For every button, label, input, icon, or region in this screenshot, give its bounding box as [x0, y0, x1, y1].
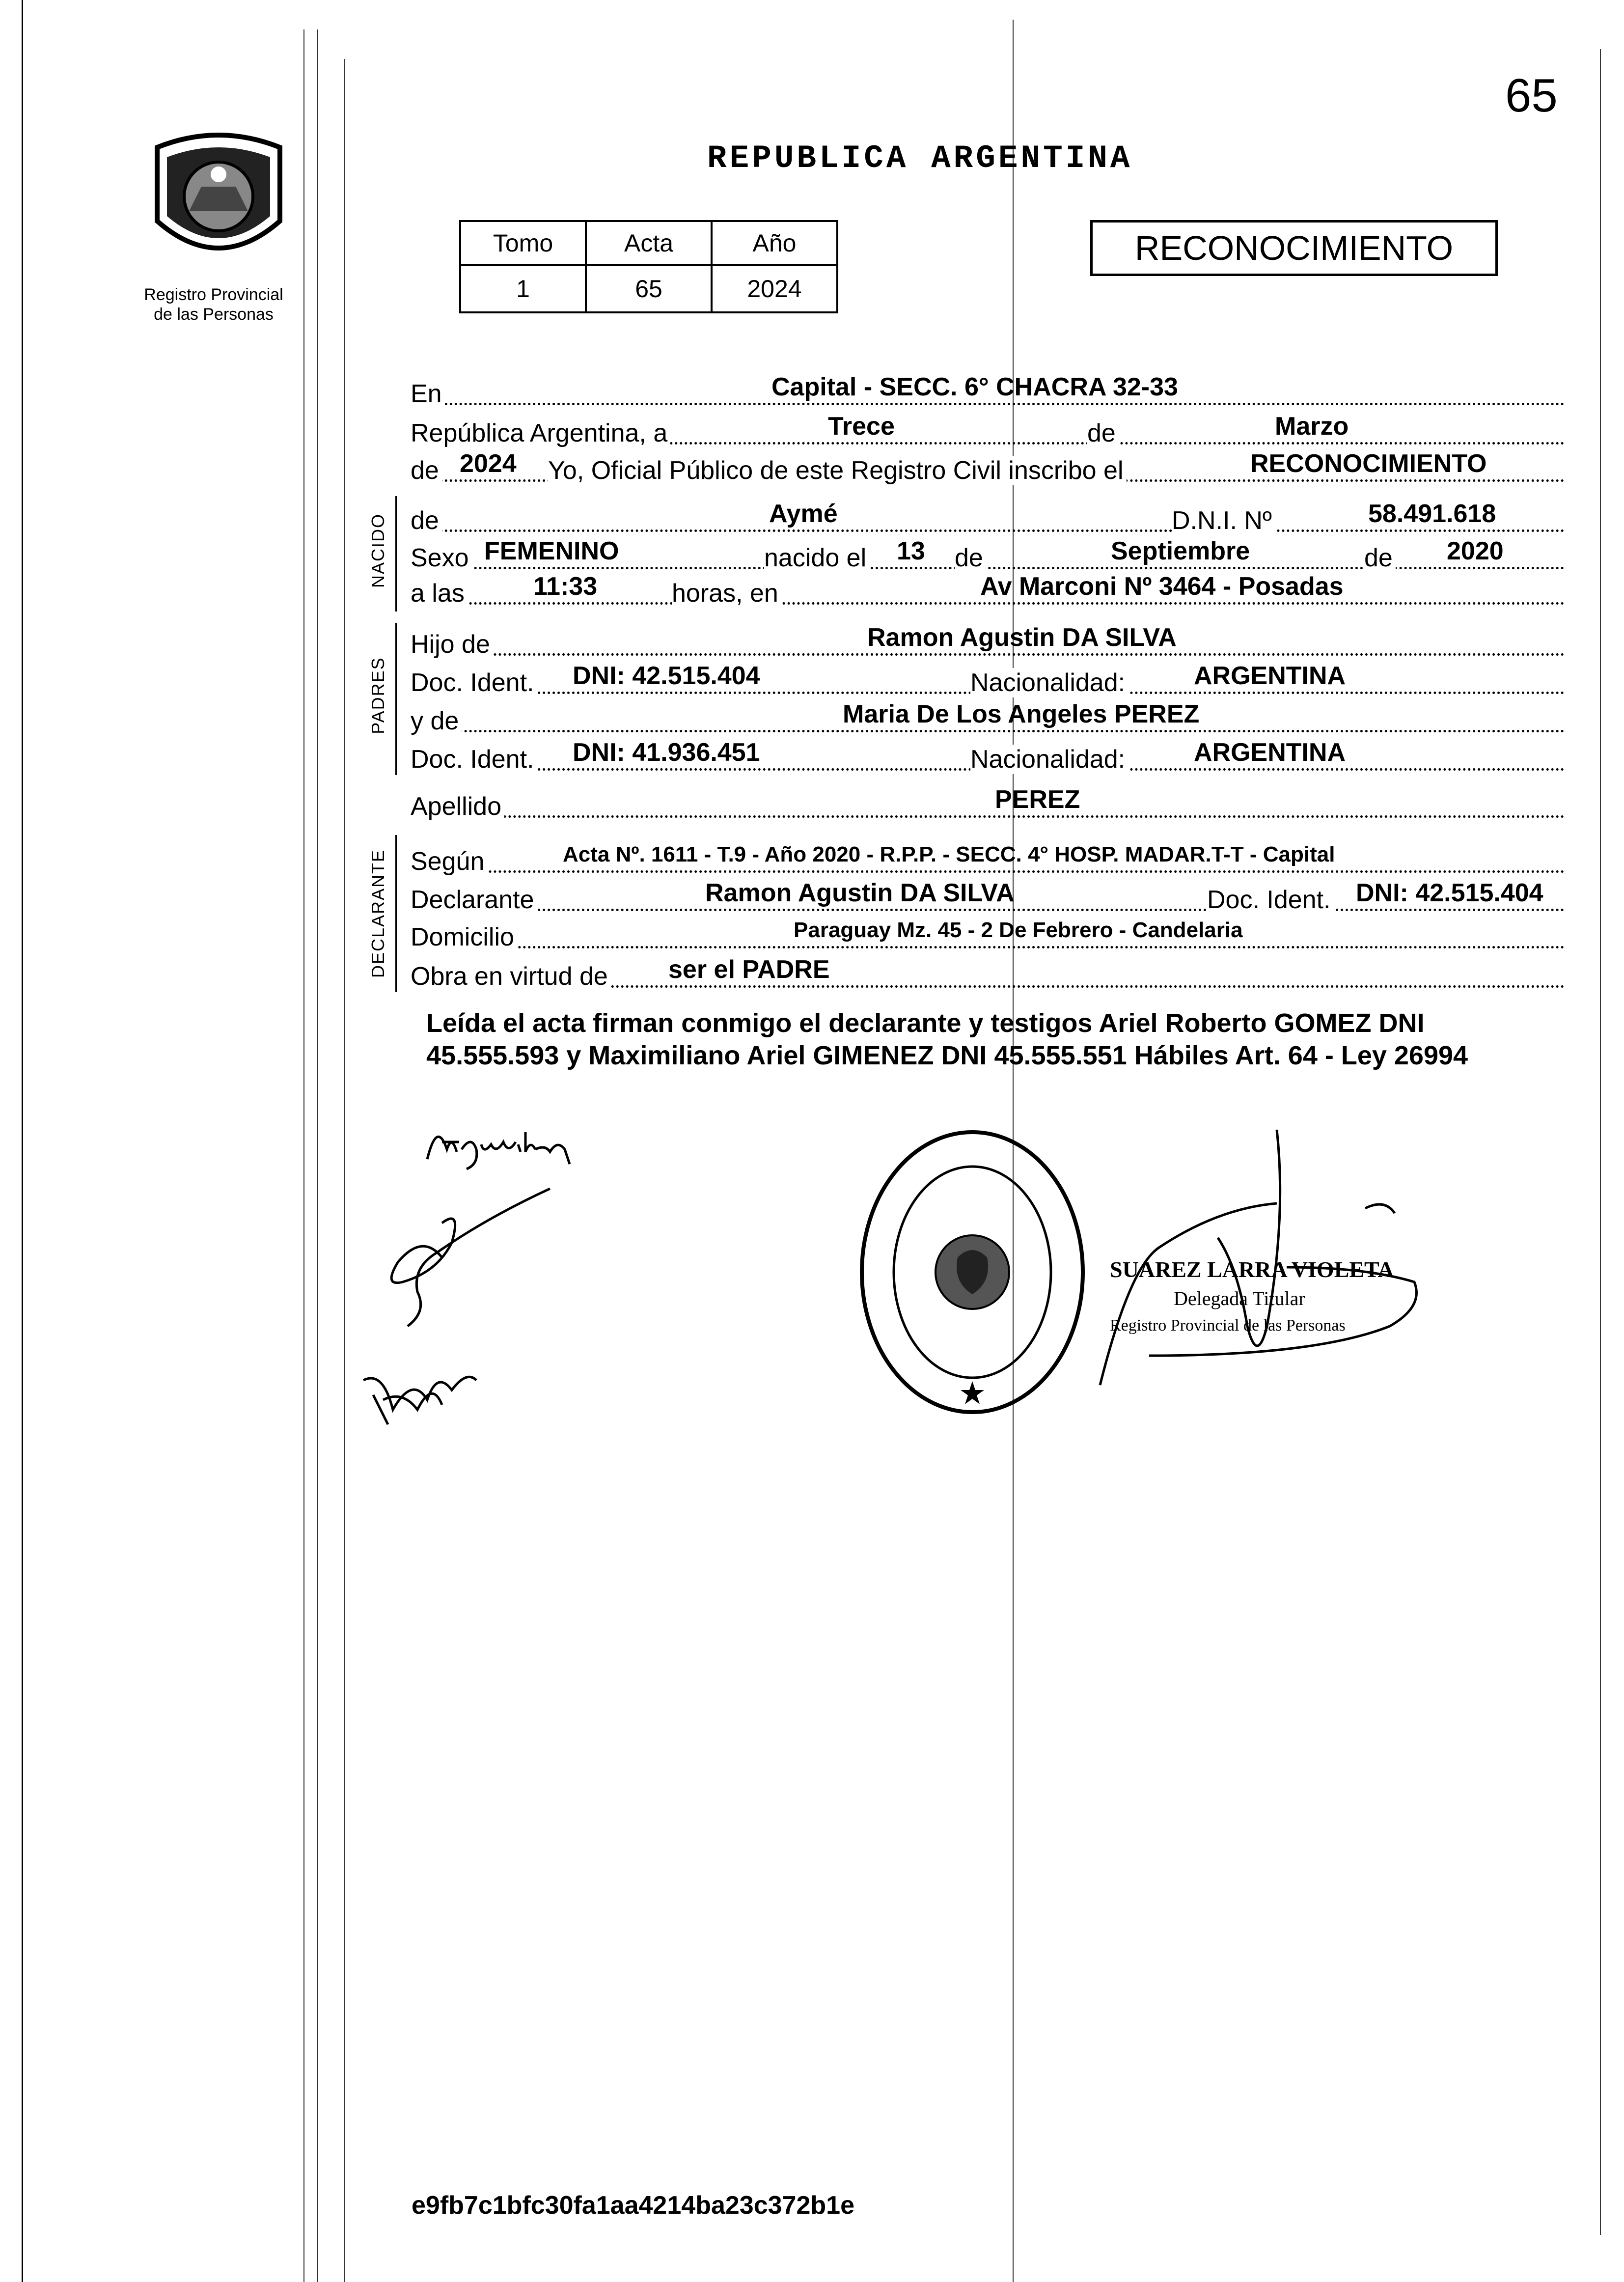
form-row-father-doc	[411, 662, 1565, 697]
en-value: Capital - SECC. 6° CHACRA 32-33	[771, 373, 1178, 401]
padres-bracket	[395, 623, 397, 775]
form-row-obra	[411, 955, 1565, 991]
father-nat-value: ARGENTINA	[1194, 662, 1346, 690]
witness-signature-1	[363, 1179, 570, 1336]
nacido-side-label: NACIDO	[368, 513, 388, 588]
form-row-y-de	[411, 700, 1565, 735]
nacido-el-label: nacido el	[764, 543, 869, 573]
official-name: SUAREZ LARRA VIOLETA	[1110, 1257, 1394, 1282]
form-row-declarante	[411, 879, 1565, 914]
birth-month-value: Septiembre	[1111, 537, 1250, 565]
inscribo-value: RECONOCIMIENTO	[1250, 449, 1487, 478]
form-row-segun	[411, 841, 1565, 876]
document-title: REPUBLICA ARGENTINA	[707, 140, 1133, 177]
dni-label: D.N.I. Nº	[1172, 506, 1275, 535]
logo-caption-line-2: de las Personas	[154, 305, 274, 324]
month-value: Marzo	[1275, 412, 1349, 441]
de-label: de	[1087, 418, 1119, 448]
year-de-label: de	[411, 456, 442, 485]
declarante-label: Declarante	[411, 885, 537, 915]
margin-line	[317, 29, 318, 2282]
place-value: Av Marconi Nº 3464 - Posadas	[980, 572, 1344, 601]
closing-statement: Leída el acta firman conmigo el declarante y testigos Ariel Roberto GOMEZ DNI 45.555.593 y Maximiliano Ariel GIMENEZ DNI 45.555.551 Hábiles Art. 64 - Ley 26994	[426, 1008, 1468, 1070]
mother-value: Maria De Los Angeles PEREZ	[843, 700, 1200, 728]
mother-nat-label: Nacionalidad:	[970, 745, 1128, 774]
obra-label: Obra en virtud de	[411, 962, 611, 991]
decl-doc-value: DNI: 42.515.404	[1356, 879, 1543, 907]
form-row-sexo	[411, 537, 1565, 572]
official-institution: Registro Provincial de las Personas	[1110, 1316, 1346, 1335]
father-nat-label: Nacionalidad:	[970, 668, 1128, 697]
margin-line	[344, 59, 345, 2282]
decl-doc-label: Doc. Ident.	[1207, 885, 1333, 915]
inscribo-label: Yo, Oficial Público de este Registro Civil inscribo el	[548, 456, 1127, 485]
declarante-bracket	[395, 835, 397, 992]
table-value-acta: 65	[586, 265, 712, 312]
apellido-value: PEREZ	[995, 785, 1080, 814]
mother-nat-value: ARGENTINA	[1194, 738, 1346, 767]
act-type-box: RECONOCIMIENTO	[1090, 220, 1498, 276]
document-hash: e9fb7c1bfc30fa1aa4214ba23c372b1e	[412, 2191, 855, 2220]
name-value: Aymé	[769, 500, 838, 528]
table-header-acta: Acta	[586, 221, 712, 265]
form-row-domicilio	[411, 917, 1565, 951]
domicilio-value: Paraguay Mz. 45 - 2 De Febrero - Candelaria	[794, 918, 1243, 942]
nacido-bracket	[395, 496, 397, 612]
form-row-date	[411, 413, 1565, 445]
birth-de2-label: de	[1364, 543, 1396, 573]
segun-label: Según	[411, 847, 487, 876]
republica-label: República Argentina, a	[411, 418, 670, 448]
form-row-mother-doc	[411, 738, 1565, 774]
obra-value: ser el PADRE	[668, 955, 830, 984]
official-role: Delegada Titular	[1174, 1287, 1305, 1309]
form-row-hijo-de	[411, 623, 1565, 659]
dni-value: 58.491.618	[1368, 500, 1496, 528]
left-border-line	[22, 0, 23, 2282]
registry-table	[459, 220, 838, 313]
birth-de-label: de	[955, 543, 986, 573]
apellido-label: Apellido	[411, 792, 504, 821]
form-row-apellido	[411, 785, 1565, 821]
nacido-de-label: de	[411, 506, 442, 535]
segun-value: Acta Nº. 1611 - T.9 - Año 2020 - R.P.P. - SECC. 4° HOSP. MADAR.T-T - Capital	[563, 842, 1335, 866]
a-las-label: a las	[411, 579, 468, 608]
birth-day-value: 13	[897, 537, 925, 565]
form-row-year	[411, 449, 1565, 485]
logo-caption	[118, 285, 309, 324]
mother-doc-label: Doc. Ident.	[411, 745, 537, 774]
father-doc-value: DNI: 42.515.404	[573, 662, 760, 690]
sexo-label: Sexo	[411, 543, 472, 573]
witness-signature-2	[354, 1351, 491, 1439]
time-value: 11:33	[533, 572, 598, 601]
hijo-de-label: Hijo de	[411, 630, 493, 659]
domicilio-label: Domicilio	[411, 922, 517, 952]
handwritten-signature-agustin	[417, 1115, 604, 1174]
sexo-value: FEMENINO	[484, 537, 619, 565]
table-value-ano: 2024	[712, 265, 837, 312]
form-row-nacido-de	[411, 500, 1565, 535]
father-value: Ramon Agustin DA SILVA	[867, 623, 1177, 652]
page-number: 65	[1505, 69, 1558, 122]
province-seal-logo	[147, 128, 290, 275]
father-doc-label: Doc. Ident.	[411, 668, 537, 697]
day-value: Trece	[828, 412, 895, 441]
margin-line	[303, 29, 304, 2282]
logo-caption-line-1: Registro Provincial	[144, 285, 283, 304]
en-label: En	[411, 379, 445, 409]
horas-label: horas, en	[672, 579, 781, 608]
form-row-time	[411, 572, 1565, 608]
table-value-tomo: 1	[460, 265, 586, 312]
padres-side-label: PADRES	[368, 657, 388, 734]
birth-year-value: 2020	[1447, 537, 1504, 565]
declarante-value: Ramon Agustin DA SILVA	[705, 879, 1015, 907]
right-margin-line	[1600, 49, 1601, 2235]
mother-doc-value: DNI: 41.936.451	[573, 738, 760, 767]
table-header-ano: Año	[712, 221, 837, 265]
form-row-en	[411, 373, 1565, 408]
year-value: 2024	[460, 449, 517, 478]
official-oval-stamp	[854, 1125, 1090, 1419]
y-de-label: y de	[411, 706, 462, 736]
table-header-tomo: Tomo	[460, 221, 586, 265]
declarante-side-label: DECLARANTE	[368, 849, 388, 978]
